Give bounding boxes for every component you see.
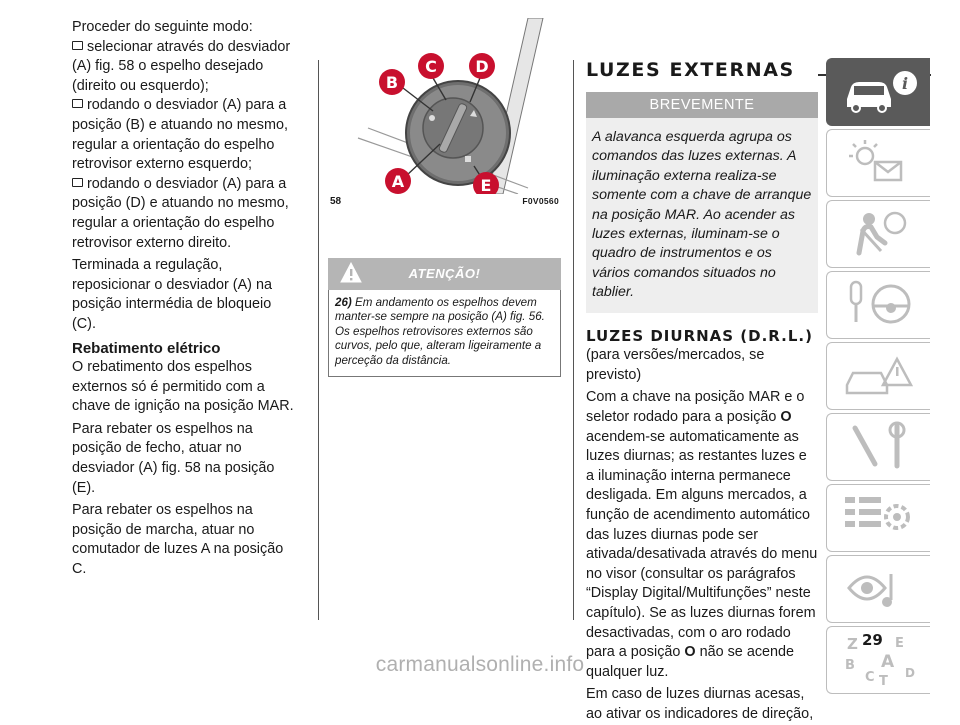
svg-text:B: B	[845, 658, 855, 673]
maintenance-tools-icon	[841, 420, 921, 472]
figure-number: 58	[330, 196, 342, 207]
tab-car-info[interactable]	[826, 58, 930, 126]
checkbox-bullet-icon	[72, 99, 83, 108]
paragraph: Para rebater os espelhos na posição de fecho, atuar no desviador (A) fig. 58 na posição (E).	[72, 420, 275, 496]
paragraph: Para rebater os espelhos na posição de marcha, atuar no comutador de luzes A na posição C.	[72, 502, 284, 578]
middle-column	[328, 18, 561, 377]
note-number: 26)	[335, 296, 352, 309]
subheading: Rebatimento elétrico	[72, 339, 221, 357]
svg-text:A: A	[881, 652, 895, 672]
svg-text:D: D	[905, 666, 915, 680]
specifications-icon	[841, 491, 921, 543]
svg-text:T: T	[879, 674, 888, 685]
paragraph: Com a chave na posição MAR e o seletor rodado para a posição O acendem-se automaticamente as luzes diurnas; as restantes luzes e a iluminação interna permanece desligada. Em alguns mercados, a função de acendimento automático das luzes diurnas pode ser ativada/desativada através do menu no visor (consultar os parágrafos “Display Digital/Multifunções” neste capítulo). Se as luzes diurnas forem desactivadas, com o aro rodado para a posição O não se acende qualquer luz.	[586, 389, 818, 680]
svg-text:i: i	[901, 74, 909, 93]
page-number: 29	[862, 631, 883, 649]
light-position-symbol: O	[780, 409, 792, 426]
tab-specifications[interactable]	[826, 484, 930, 552]
tab-maintenance[interactable]	[826, 413, 930, 481]
paragraph: Terminada a regulação, reposicionar o desviador (A) na posição intermédia de bloqueio (C).	[72, 257, 272, 332]
note-text: Em andamento os espelhos devem manter-se sempre na posição (A) fig. 56. Os espelhos retrovisores externos são curvos, pelo que, alteram ligeiramente a perceção da distância.	[335, 296, 545, 367]
tab-starting-driving[interactable]	[826, 271, 930, 339]
tab-emergency[interactable]	[826, 342, 930, 410]
airbag-seatbelt-icon	[841, 207, 921, 259]
figure-code: F0V0560	[522, 196, 559, 206]
right-column	[586, 18, 818, 725]
figure-58	[328, 18, 561, 210]
svg-text:E: E	[895, 636, 904, 651]
tab-warning-lights[interactable]	[826, 129, 930, 197]
label-d: D	[475, 57, 489, 76]
checkbox-bullet-icon	[72, 41, 83, 50]
subsection-heading: LUZES DIURNAS (D.R.L.)	[586, 326, 813, 345]
car-info-icon	[841, 65, 921, 117]
svg-text:Z: Z	[847, 635, 858, 653]
tab-multimedia[interactable]	[826, 555, 930, 623]
label-e: E	[480, 176, 492, 194]
label-a: A	[391, 172, 405, 191]
label-b: B	[385, 73, 399, 92]
roadside-emergency-icon	[841, 349, 921, 401]
key-steering-icon	[841, 278, 921, 330]
column-divider	[318, 60, 319, 620]
svg-text:C: C	[865, 670, 875, 685]
brevemente-summary: A alavanca esquerda agrupa os comandos das luzes externas. A iluminação externa realiza-se somente com a chave de arranque na posição MAR. Ao acender as luzes externas, iluminam-se o quadro de instrumentos e os vários comandos situados no tablier.	[586, 118, 818, 313]
section-heading: LUZES EXTERNAS	[586, 59, 795, 81]
warning-lights-icon	[841, 136, 921, 188]
multimedia-icon	[841, 562, 921, 614]
attention-note	[328, 290, 561, 377]
mirror-control-illustration	[328, 18, 561, 194]
bullet-item: selecionar através do desviador (A) fig. 58 o espelho desejado (direito ou esquerdo);	[72, 38, 291, 94]
paragraph: O rebatimento dos espelhos externos só é permitido com a chave de ignição na posição MAR.	[72, 359, 294, 415]
brevemente-header: BREVEMENTE	[586, 92, 818, 118]
attention-header	[328, 258, 561, 290]
bullet-item: rodando o desviador (A) para a posição (D) e atuando no mesmo, regular a orientação do espelho retrovisor externo direito.	[72, 175, 289, 251]
chapter-tabs	[826, 58, 930, 697]
attention-title: ATENÇÃO!	[408, 266, 481, 281]
light-position-symbol: O	[684, 644, 696, 661]
tab-safety[interactable]	[826, 200, 930, 268]
paragraph: (para versões/mercados, se previsto)	[586, 347, 765, 383]
intro-text: Proceder do seguinte modo:	[72, 19, 253, 35]
column-divider	[573, 60, 574, 620]
bullet-item: rodando o desviador (A) para a posição (B) e atuando no mesmo, regular a orientação do espelho retrovisor externo esquerdo;	[72, 97, 288, 173]
label-c: C	[425, 57, 437, 76]
paragraph: Em caso de luzes diurnas acesas, ao ativar os indicadores de direção,	[586, 686, 814, 722]
checkbox-bullet-icon	[72, 178, 83, 187]
left-column	[72, 18, 294, 580]
watermark: carmanualsonline.info	[375, 653, 585, 676]
